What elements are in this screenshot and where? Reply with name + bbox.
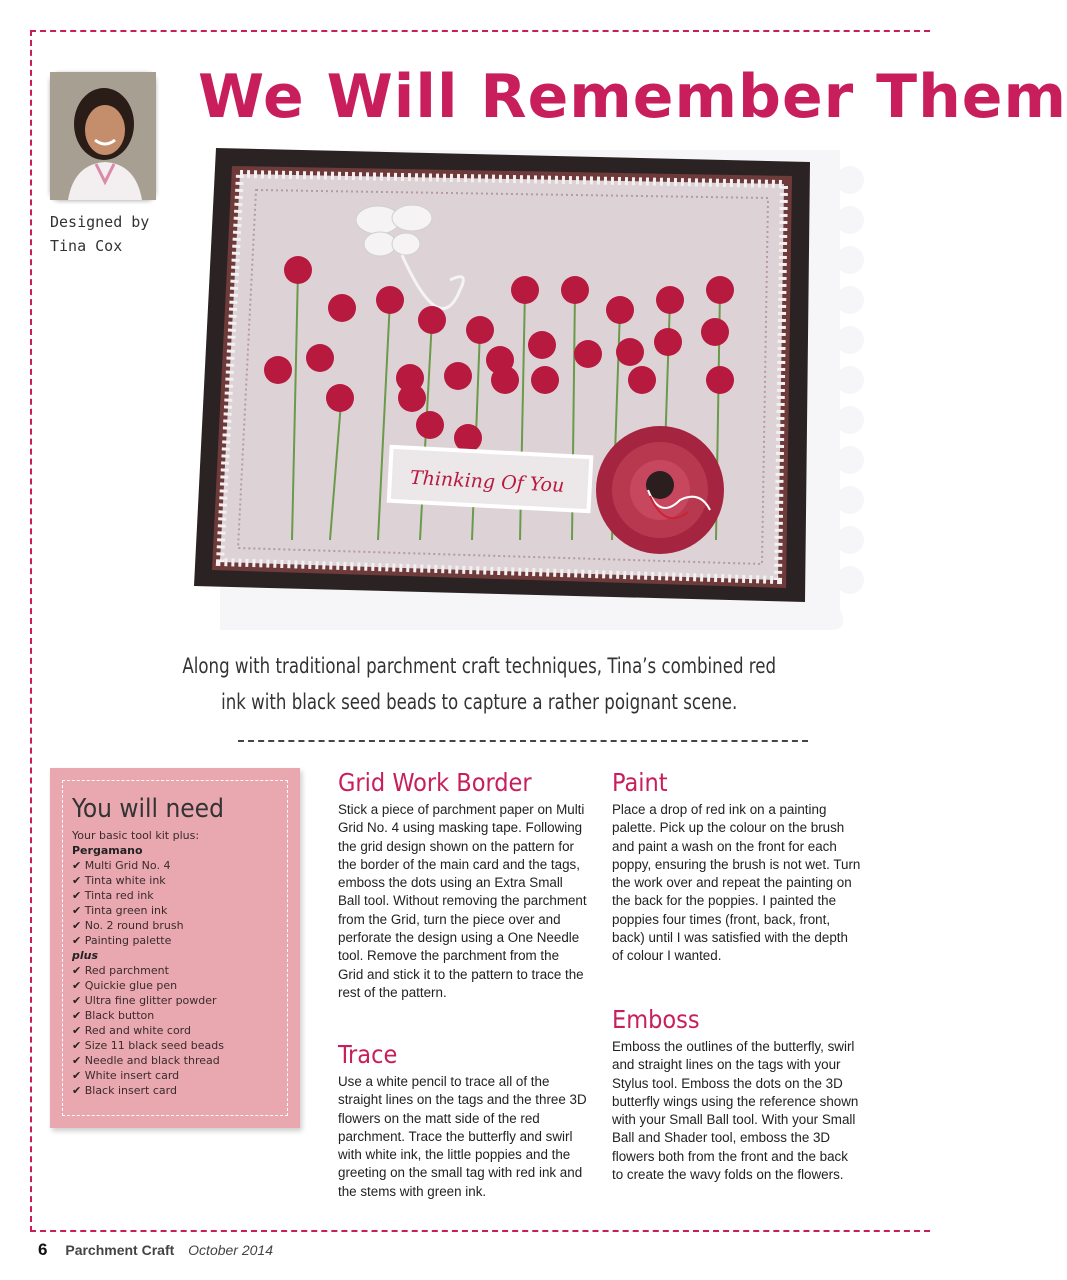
caption-line-1: Along with traditional parchment craft techniques, Tina’s combined red: [182, 654, 777, 678]
section-heading: Grid Work Border: [338, 768, 532, 797]
issue-date: October 2014: [188, 1242, 274, 1258]
list-item: ✔ Ultra fine glitter powder: [72, 993, 292, 1008]
list-item: ✔ Painting palette: [72, 933, 292, 948]
dashed-separator: [238, 740, 808, 742]
caption-line-2: ink with black seed beads to capture a rather poignant scene.: [221, 690, 738, 714]
list-item: ✔ No. 2 round brush: [72, 918, 292, 933]
need-sub-plus: plus: [72, 949, 99, 962]
section-body: Place a drop of red ink on a painting palette. Pick up the colour on the brush and paint a wash on the front for each poppy, ensuring the brush is not wet. Turn the work over and repeat the painting on the back for the poppies. I painted the poppies four times (front, back, front, back) until I was satisfied with the depth of colour I wanted.: [612, 802, 861, 964]
card-greeting: Thinking Of You: [409, 466, 565, 497]
page-number: 6: [38, 1240, 48, 1259]
section-body: Stick a piece of parchment paper on Multi Grid No. 4 using masking tape. Following the grid design shown on the pattern for the border of the main card and the tags, emboss the dots using an Extra Small Ball tool. Without removing the parchment from the Grid, turn the piece over and perforate the design using a One Needle tool. Remove the parchment from the Grid and stick it to the pattern to trace the rest of the pattern.: [338, 802, 587, 1000]
designer-name: Tina Cox: [50, 237, 123, 255]
section-emboss: [612, 1005, 862, 1184]
list-item: ✔ Tinta green ink: [72, 903, 292, 918]
designer-avatar: [50, 72, 156, 200]
section-heading: Paint: [612, 768, 668, 797]
list-item: ✔ Size 11 black seed beads: [72, 1038, 292, 1053]
section-body: Emboss the outlines of the butterfly, swirl and straight lines on the tags with your Stylus tool. Emboss the dots on the 3D butterfly wings using the reference shown with your Small Ball tool. With your Small Ball and Shader tool, emboss the 3D flowers both from the front and the back to create the wavy folds on the flowers.: [612, 1039, 859, 1183]
list-item: ✔ Multi Grid No. 4: [72, 858, 292, 873]
need-intro: Your basic tool kit plus:: [72, 829, 200, 842]
section-body: Use a white pencil to trace all of the straight lines on the tags and the three 3D flowers on the matt side of the red parchment. Trace the butterfly and swirl with white ink, the little poppies and the greeting on the small tag with red ink and the stems with green ink.: [338, 1074, 587, 1199]
designer-label: Designed by: [50, 213, 150, 231]
section-paint: [612, 768, 862, 966]
intro-caption: [180, 648, 778, 720]
list-item: ✔ Red and white cord: [72, 1023, 292, 1038]
page-footer: [38, 1240, 273, 1260]
list-item: ✔ Red parchment: [72, 963, 292, 978]
list-item: ✔ Black button: [72, 1008, 292, 1023]
section-heading: Emboss: [612, 1005, 700, 1034]
designer-credit: [50, 210, 149, 258]
section-trace: [338, 1040, 588, 1201]
need-sub-pergamano: Pergamano: [72, 844, 143, 857]
list-item: ✔ Tinta white ink: [72, 873, 292, 888]
list-item: ✔ Tinta red ink: [72, 888, 292, 903]
list-item: ✔ White insert card: [72, 1068, 292, 1083]
page-title: We Will Remember Them: [198, 62, 1067, 132]
list-item: ✔ Quickie glue pen: [72, 978, 292, 993]
need-list: [72, 828, 292, 1098]
need-title: You will need: [72, 794, 224, 824]
magazine-name: Parchment Craft: [65, 1242, 175, 1258]
section-heading: Trace: [338, 1040, 398, 1069]
list-item: ✔ Needle and black thread: [72, 1053, 292, 1068]
list-item: ✔ Black insert card: [72, 1083, 292, 1098]
card-photo: [180, 140, 909, 640]
section-grid-work: [338, 768, 588, 1002]
